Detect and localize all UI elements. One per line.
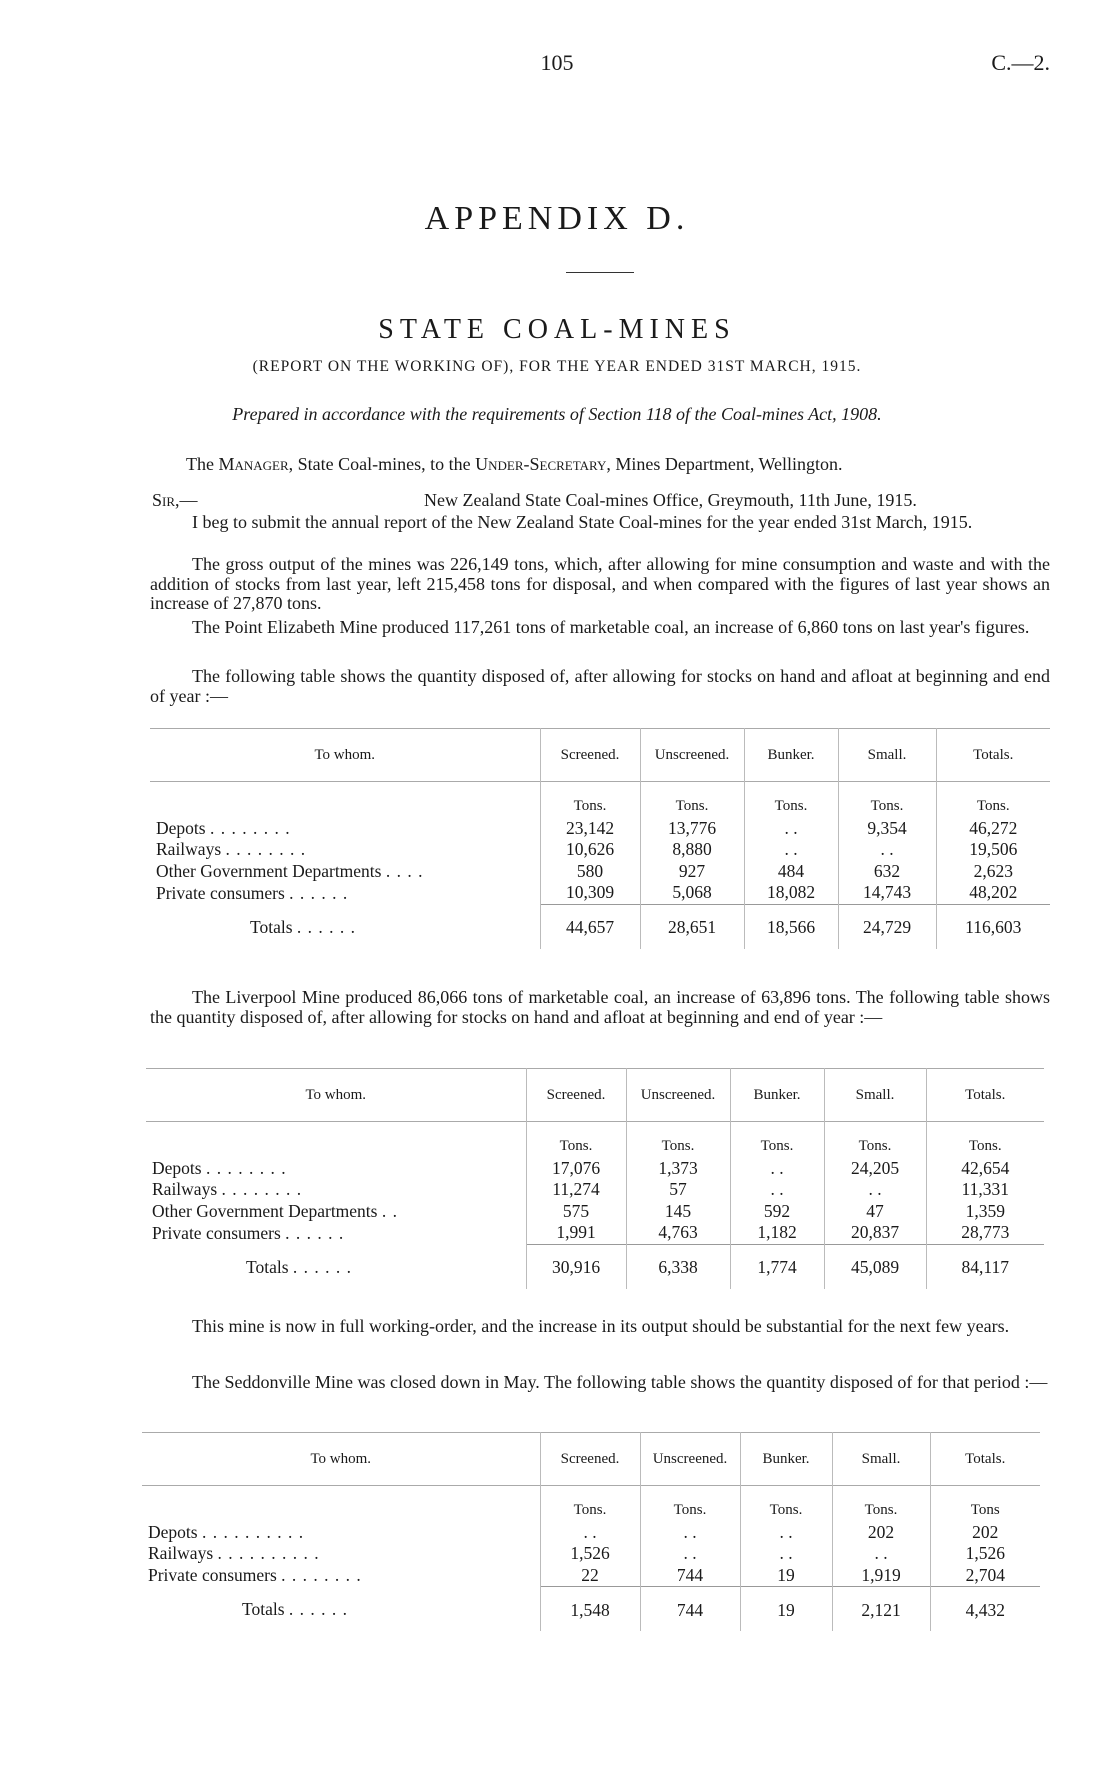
leader-dots: . . . . . .: [296, 916, 357, 937]
table-header-row: [150, 729, 1050, 782]
table-header-row: [146, 1069, 1044, 1122]
table-row: [146, 1222, 1044, 1244]
cell-total: 2,704: [930, 1565, 1040, 1587]
report-subtitle: (REPORT ON THE WORKING OF), FOR THE YEAR ENDED 31ST MARCH, 1915.: [252, 358, 862, 375]
col-unscreened: Unscreened.: [640, 729, 744, 782]
table-row: [146, 1158, 1044, 1180]
cell-total: 28,773: [926, 1222, 1044, 1244]
unit-cell: Tons.: [838, 782, 936, 818]
cell-small: . .: [832, 1543, 930, 1565]
row-label: Other Government Departments . . . .: [156, 860, 424, 881]
total-screened: 44,657: [540, 904, 640, 949]
col-unscreened: Unscreened.: [640, 1433, 740, 1486]
address-tail: , Mines Department, Wellington.: [606, 454, 843, 474]
cell-total: 1,526: [930, 1543, 1040, 1565]
unit-cell: Tons.: [740, 1486, 832, 1522]
cell-bunker: 592: [730, 1201, 824, 1223]
totals-label: Totals . . . . . .: [242, 1599, 349, 1620]
total-small: 2,121: [832, 1587, 930, 1632]
col-unscreened: Unscreened.: [626, 1069, 730, 1122]
row-label: Depots . . . . . . . .: [156, 817, 291, 838]
total-unscreened: 28,651: [640, 904, 744, 949]
totals-row: [142, 1587, 1040, 1632]
cell-bunker: . .: [730, 1158, 824, 1180]
total-grand: 116,603: [936, 904, 1050, 949]
cell-screened: 1,991: [526, 1222, 626, 1244]
total-screened: 30,916: [526, 1244, 626, 1289]
cell-unscreened: . .: [640, 1543, 740, 1565]
row-label: Private consumers . . . . . . . .: [148, 1565, 362, 1585]
table-header-row: [142, 1433, 1040, 1486]
col-to-whom: To whom.: [305, 1086, 367, 1103]
paragraph-7: [150, 1373, 1050, 1393]
appendix-title: APPENDIX D.: [424, 200, 690, 237]
unit-cell: Tons.: [744, 782, 838, 818]
office-line: New Zealand State Coal-mines Office, Greymouth, 11th June, 1915.: [424, 490, 917, 510]
cell-small: 1,919: [832, 1565, 930, 1587]
cell-bunker: . .: [744, 818, 838, 840]
row-label: Depots . . . . . . . . . .: [148, 1521, 305, 1542]
cell-screened: 10,626: [540, 839, 640, 861]
paragraph-1-text: I beg to submit the annual report of the New Zealand State Coal-mines for the year ended 31st March, 1915.: [192, 512, 973, 532]
cell-small: 202: [832, 1522, 930, 1544]
cell-screened: 1,526: [540, 1543, 640, 1565]
leader-dots: . . . . . .: [285, 1222, 345, 1243]
col-bunker: Bunker.: [740, 1433, 832, 1486]
unit-cell: Tons.: [540, 782, 640, 818]
paragraph-7-text: The Seddonville Mine was closed down in May. The following table shows the quantity disposed of for that period :—: [192, 1372, 1048, 1392]
cell-small: 47: [824, 1201, 926, 1223]
cell-screened: 10,309: [540, 882, 640, 904]
cell-small: . .: [838, 839, 936, 861]
section-title: STATE COAL-MINES: [378, 314, 736, 345]
unit-cell: Tons.: [526, 1122, 626, 1158]
unit-cell: Tons.: [936, 782, 1050, 818]
unit-cell: Tons.: [626, 1122, 730, 1158]
unit-cell: Tons.: [832, 1486, 930, 1522]
paragraph-5-text: The Liverpool Mine produced 86,066 tons of marketable coal, an increase of 63,896 tons. The following table shows the quantity disposed of, after allowing for stocks on hand and afloat at beginning and end of year :—: [150, 987, 1050, 1027]
row-label: Private consumers . . . . . .: [156, 882, 349, 903]
unit-cell: Tons: [930, 1486, 1040, 1522]
paragraph-2-text: The gross output of the mines was 226,149 tons, which, after allowing for mine consumption and waste and with the addition of stocks from last year, left 215,458 tons for disposal, and when compared with the figures of last year shows an increase of 27,870 tons.: [150, 554, 1050, 613]
units-row: [142, 1486, 1040, 1522]
table-row: [146, 1179, 1044, 1201]
address-undersecretary: Under-Secretary: [475, 454, 607, 474]
cell-screened: 580: [540, 861, 640, 883]
page-number: 105: [540, 50, 574, 75]
leader-dots: . . . . . . . .: [221, 1179, 303, 1200]
prepared-note: Prepared in accordance with the requirements of Section 118 of the Coal-mines Act, 1908.: [232, 404, 882, 424]
paragraph-6: [150, 1317, 1050, 1337]
cell-bunker: 1,182: [730, 1222, 824, 1244]
unit-cell: Tons.: [730, 1122, 824, 1158]
cell-bunker: 484: [744, 861, 838, 883]
cell-bunker: 19: [740, 1565, 832, 1587]
col-bunker: Bunker.: [730, 1069, 824, 1122]
salutation: Sir,—: [152, 490, 198, 510]
total-screened: 1,548: [540, 1587, 640, 1632]
cell-screened: 11,274: [526, 1179, 626, 1201]
leader-dots: . . . . . . . .: [225, 839, 307, 860]
total-unscreened: 6,338: [626, 1244, 730, 1289]
total-bunker: 1,774: [730, 1244, 824, 1289]
total-bunker: 18,566: [744, 904, 838, 949]
cell-small: 632: [838, 861, 936, 883]
col-screened: Screened.: [526, 1069, 626, 1122]
cell-unscreened: . .: [640, 1522, 740, 1544]
table-row: [142, 1543, 1040, 1565]
cell-bunker: 18,082: [744, 882, 838, 904]
cell-small: 14,743: [838, 882, 936, 904]
col-totals: Totals.: [936, 729, 1050, 782]
point-elizabeth-table: [150, 728, 1050, 949]
leader-dots: . . . . . .: [288, 1599, 349, 1620]
table-row: [142, 1565, 1040, 1587]
address-line: [186, 454, 843, 475]
col-to-whom: To whom.: [314, 746, 376, 763]
cell-total: 48,202: [936, 882, 1050, 904]
cell-total: 46,272: [936, 818, 1050, 840]
cell-unscreened: 57: [626, 1179, 730, 1201]
cell-total: 19,506: [936, 839, 1050, 861]
cell-screened: 17,076: [526, 1158, 626, 1180]
cell-small: . .: [824, 1179, 926, 1201]
col-screened: Screened.: [540, 729, 640, 782]
cell-total: 42,654: [926, 1158, 1044, 1180]
totals-label: Totals . . . . . .: [250, 916, 357, 937]
paragraph-6-text: This mine is now in full working-order, and the increase in its output should be substantial for the next few years.: [192, 1316, 1010, 1336]
cell-unscreened: 927: [640, 861, 744, 883]
cell-unscreened: 1,373: [626, 1158, 730, 1180]
row-label: Railways . . . . . . . .: [156, 839, 307, 860]
unit-cell: Tons.: [640, 1486, 740, 1522]
cell-screened: 575: [526, 1201, 626, 1223]
row-label: Other Government Departments . .: [152, 1200, 398, 1221]
total-small: 45,089: [824, 1244, 926, 1289]
col-small: Small.: [832, 1433, 930, 1486]
paragraph-1: [150, 513, 1050, 533]
cell-screened: . .: [540, 1522, 640, 1544]
document-reference: C.—2.: [991, 50, 1050, 75]
row-label: Railways . . . . . . . .: [152, 1179, 303, 1200]
cell-screened: 22: [540, 1565, 640, 1587]
total-bunker: 19: [740, 1587, 832, 1632]
table-row: [150, 839, 1050, 861]
col-small: Small.: [824, 1069, 926, 1122]
cell-unscreened: 145: [626, 1201, 730, 1223]
totals-row: [150, 904, 1050, 949]
col-screened: Screened.: [540, 1433, 640, 1486]
cell-small: 24,205: [824, 1158, 926, 1180]
cell-total: 11,331: [926, 1179, 1044, 1201]
cell-total: 1,359: [926, 1201, 1044, 1223]
cell-bunker: . .: [740, 1522, 832, 1544]
cell-bunker: . .: [740, 1543, 832, 1565]
unit-cell: Tons.: [824, 1122, 926, 1158]
unit-cell: Tons.: [640, 782, 744, 818]
cell-screened: 23,142: [540, 818, 640, 840]
row-label: Private consumers . . . . . .: [152, 1222, 345, 1243]
totals-label: Totals . . . . . .: [246, 1256, 353, 1277]
leader-dots: . . . . . .: [292, 1256, 353, 1277]
cell-small: 9,354: [838, 818, 936, 840]
leader-dots: . . . . . . . .: [205, 1157, 287, 1178]
leader-dots: . . . . . . . . . .: [201, 1521, 305, 1542]
totals-row: [146, 1244, 1044, 1289]
col-totals: Totals.: [930, 1433, 1040, 1486]
title-rule: [566, 272, 634, 273]
leader-dots: . . . .: [385, 860, 424, 881]
table-row: [142, 1522, 1040, 1544]
paragraph-2: [150, 555, 1050, 614]
cell-small: 20,837: [824, 1222, 926, 1244]
table-row: [150, 861, 1050, 883]
paragraph-5: [150, 988, 1050, 1027]
seddonville-table: [142, 1432, 1040, 1631]
unit-cell: Tons.: [540, 1486, 640, 1522]
units-row: [146, 1122, 1044, 1158]
leader-dots: . . . . . .: [289, 882, 349, 903]
col-bunker: Bunker.: [744, 729, 838, 782]
leader-dots: . . . . . . . . . .: [217, 1543, 320, 1564]
paragraph-3: [150, 618, 1050, 638]
cell-total: 2,623: [936, 861, 1050, 883]
table-row: [150, 818, 1050, 840]
row-label: Depots . . . . . . . .: [152, 1157, 287, 1178]
total-grand: 84,117: [926, 1244, 1044, 1289]
total-unscreened: 744: [640, 1587, 740, 1632]
cell-bunker: . .: [730, 1179, 824, 1201]
paragraph-4-text: The following table shows the quantity disposed of, after allowing for stocks on hand and afloat at beginning and end of year :—: [150, 666, 1050, 706]
cell-bunker: . .: [744, 839, 838, 861]
table-row: [146, 1201, 1044, 1223]
table-row: [150, 882, 1050, 904]
liverpool-table: [146, 1068, 1044, 1289]
address-the: The: [186, 454, 219, 474]
leader-dots: . . . . . . . .: [209, 817, 291, 838]
total-grand: 4,432: [930, 1587, 1040, 1632]
leader-dots: . . . . . . . .: [281, 1565, 362, 1585]
unit-cell: Tons.: [926, 1122, 1044, 1158]
total-small: 24,729: [838, 904, 936, 949]
cell-unscreened: 13,776: [640, 818, 744, 840]
row-label: Railways . . . . . . . . . .: [148, 1543, 320, 1564]
paragraph-4: [150, 667, 1050, 706]
cell-unscreened: 4,763: [626, 1222, 730, 1244]
cell-unscreened: 8,880: [640, 839, 744, 861]
cell-total: 202: [930, 1522, 1040, 1544]
address-manager: Manager: [218, 454, 289, 474]
col-small: Small.: [838, 729, 936, 782]
col-to-whom: To whom.: [310, 1450, 372, 1467]
col-totals: Totals.: [926, 1069, 1044, 1122]
cell-unscreened: 744: [640, 1565, 740, 1587]
cell-unscreened: 5,068: [640, 882, 744, 904]
paragraph-3-text: The Point Elizabeth Mine produced 117,261 tons of marketable coal, an increase of 6,860 tons on last year's figures.: [192, 617, 1030, 637]
address-mid: , State Coal-mines, to the: [288, 454, 476, 474]
leader-dots: . .: [381, 1200, 398, 1221]
units-row: [150, 782, 1050, 818]
